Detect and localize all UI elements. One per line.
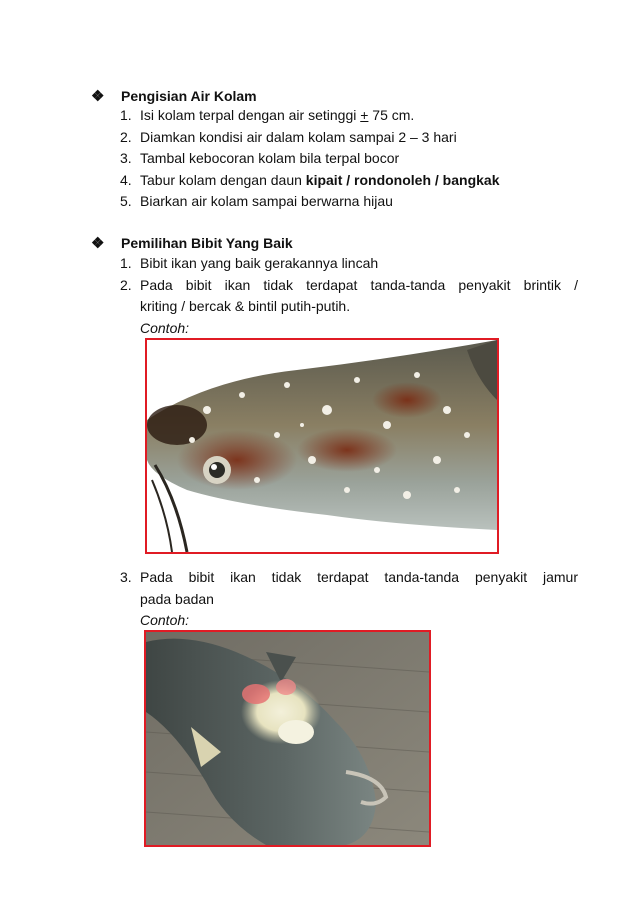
item-number: 3. bbox=[120, 569, 132, 585]
fish-photo-white-spots bbox=[145, 338, 499, 554]
item-text: Pada bibit ikan tidak terdapat tanda-tanda penyakit jamur bbox=[140, 569, 578, 585]
list-item bbox=[120, 567, 578, 589]
fish-head-image bbox=[147, 340, 497, 552]
item-number: 5. bbox=[120, 193, 132, 209]
pemilihan-list-continued bbox=[120, 567, 578, 632]
item-text: Isi kolam terpal dengan air setinggi + 75 cm. bbox=[140, 107, 415, 123]
item-text: Tabur kolam dengan daun kipait / rondonoleh / bangkak bbox=[140, 171, 500, 188]
item-text-continued: kriting / bercak & bintil putih-putih. bbox=[140, 298, 351, 314]
item-text: Tambal kebocoran kolam bila terpal bocor bbox=[140, 150, 400, 166]
section-heading-pemilihan bbox=[91, 235, 293, 252]
item-number: 1. bbox=[120, 255, 132, 271]
list-item bbox=[120, 127, 580, 149]
list-item bbox=[120, 275, 578, 297]
item-text: Pada bibit ikan tidak terdapat tanda-tanda penyakit brintik / bbox=[140, 276, 578, 293]
example-label: Contoh: bbox=[140, 612, 190, 628]
item-number: 2. bbox=[120, 276, 132, 293]
section-title: Pengisian Air Kolam bbox=[121, 88, 257, 104]
list-item bbox=[120, 170, 580, 192]
fish-photo-fungus bbox=[144, 630, 431, 847]
pengisian-list bbox=[120, 105, 580, 213]
item-text: Biarkan air kolam sampai berwarna hijau bbox=[140, 193, 393, 209]
pemilihan-list bbox=[120, 253, 578, 339]
section-heading-pengisian bbox=[91, 88, 257, 105]
plant-names: kipait / rondonoleh / bangkak bbox=[305, 171, 500, 188]
item-text: Diamkan kondisi air dalam kolam sampai 2 – 3 hari bbox=[140, 128, 457, 145]
plus-minus-symbol: + bbox=[360, 107, 369, 123]
fish-fungus-image bbox=[146, 632, 429, 845]
section-title: Pemilihan Bibit Yang Baik bbox=[121, 235, 293, 251]
item-number: 4. bbox=[120, 171, 132, 188]
diamond-bullet-icon: ❖ bbox=[91, 235, 105, 252]
list-item bbox=[120, 105, 580, 127]
item-number: 3. bbox=[120, 150, 132, 166]
list-item bbox=[120, 253, 578, 275]
item-number: 1. bbox=[120, 107, 132, 123]
list-item bbox=[120, 148, 580, 170]
example-label: Contoh: bbox=[140, 319, 190, 336]
diamond-bullet-icon: ❖ bbox=[91, 88, 105, 105]
list-item bbox=[120, 191, 580, 213]
item-text: Bibit ikan yang baik gerakannya lincah bbox=[140, 255, 379, 271]
item-text-continued: pada badan bbox=[140, 590, 214, 607]
item-number: 2. bbox=[120, 128, 132, 145]
